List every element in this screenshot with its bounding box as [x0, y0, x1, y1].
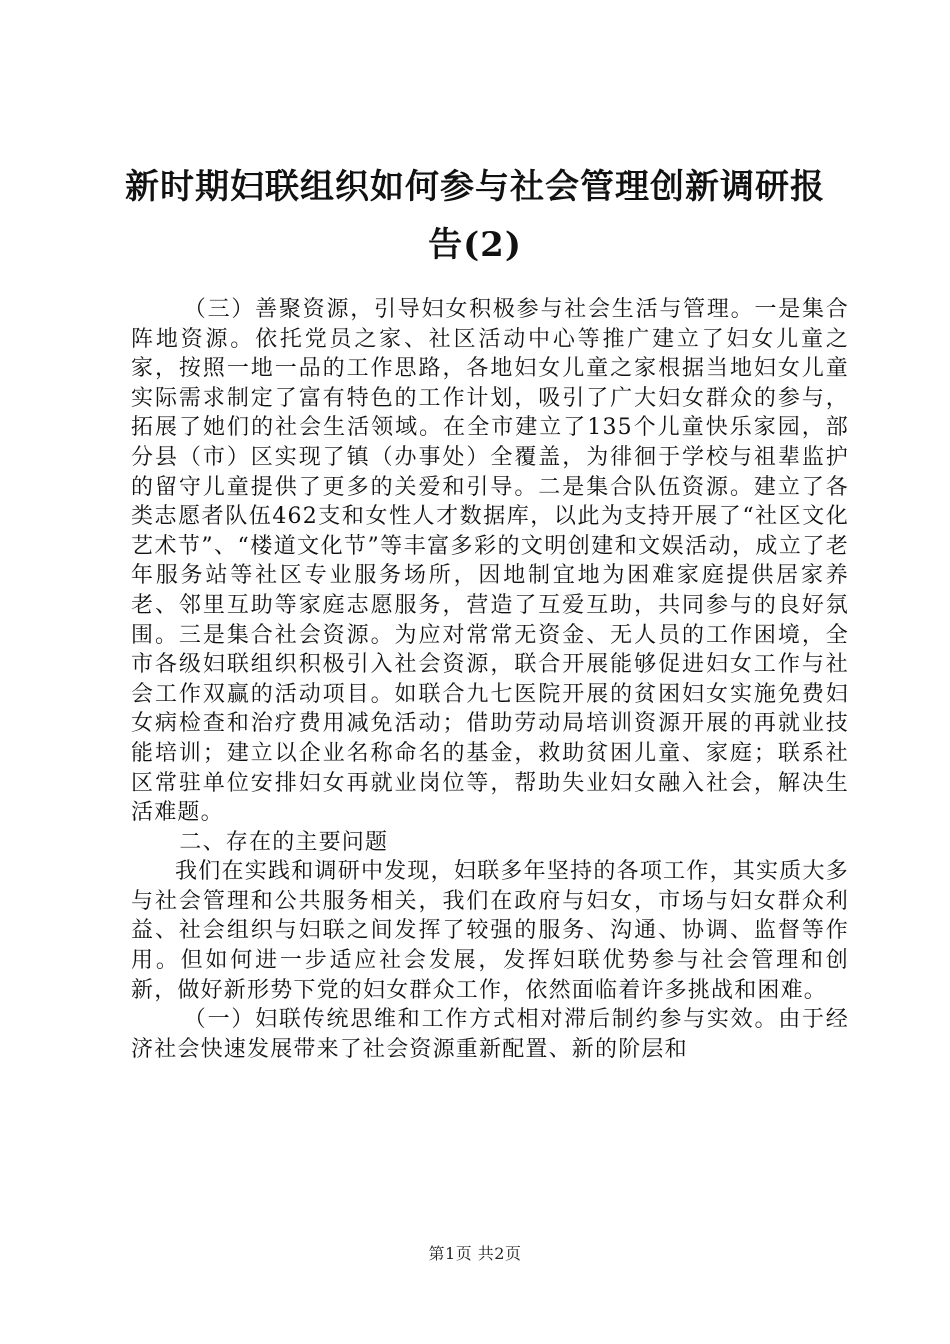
title-line-2: 告(2): [428, 225, 522, 265]
page-footer: 第1页 共2页: [428, 1244, 522, 1263]
document-title: [100, 158, 850, 274]
paragraph-resources: （三）善聚资源，引导妇女积极参与社会生活与管理。一是集合阵地资源。依托党员之家、社区活动中心等推广建立了妇女儿童之家，按照一地一品的工作思路，各地妇女儿童之家根据当地妇女儿童实际需求制定了富有特色的工作计划，吸引了广大妇女群众的参与，拓展了她们的社会生活领域。在全市建立了135个儿童快乐家园，部分县（市）区实现了镇（办事处）全覆盖，为徘徊于学校与祖辈监护的留守儿童提供了更多的关爱和引导。二是集合队伍资源。建立了各类志愿者队伍462支和女性人才数据库，以此为支持开展了“社区文化艺术节”、“楼道文化节”等丰富多彩的文明创建和文娱活动，成立了老年服务站等社区专业服务场所，因地制宜地为困难家庭提供居家养老、邻里互助等家庭志愿服务，营造了互爱互助，共同参与的良好氛围。三是集合社会资源。为应对常常无资金、无人员的工作困境，全市各级妇联组织积极引入社会资源，联合开展能够促进妇女工作与社会工作双赢的活动项目。如联合九七医院开展的贫困妇女实施免费妇女病检查和治疗费用减免活动；借助劳动局培训资源开展的再就业技能培训；建立以企业名称命名的基金，救助贫困儿童、家庭；联系社区常驻单位安排妇女再就业岗位等，帮助失业妇女融入社会，解决生活难题。: [131, 297, 849, 826]
document-body: [131, 295, 849, 1064]
paragraph-subsection-one: （一）妇联传统思维和工作方式相对滞后制约参与实效。由于经济社会快速发展带来了社会资源重新配置、新的阶层和: [131, 1007, 849, 1062]
paragraph-findings: 我们在实践和调研中发现，妇联多年坚持的各项工作，其实质大多与社会管理和公共服务相关，我们在政府与妇女，市场与妇女群众利益、社会组织与妇联之间发挥了较强的服务、沟通、协调、监督等作用。但如何进一步适应社会发展，发挥妇联优势参与社会管理和创新，做好新形势下党的妇女群众工作，依然面临着许多挑战和困难。: [131, 859, 849, 1003]
title-line-1: 新时期妇联组织如何参与社会管理创新调研报: [125, 167, 825, 207]
section-heading-problems: 二、存在的主要问题: [179, 829, 389, 855]
